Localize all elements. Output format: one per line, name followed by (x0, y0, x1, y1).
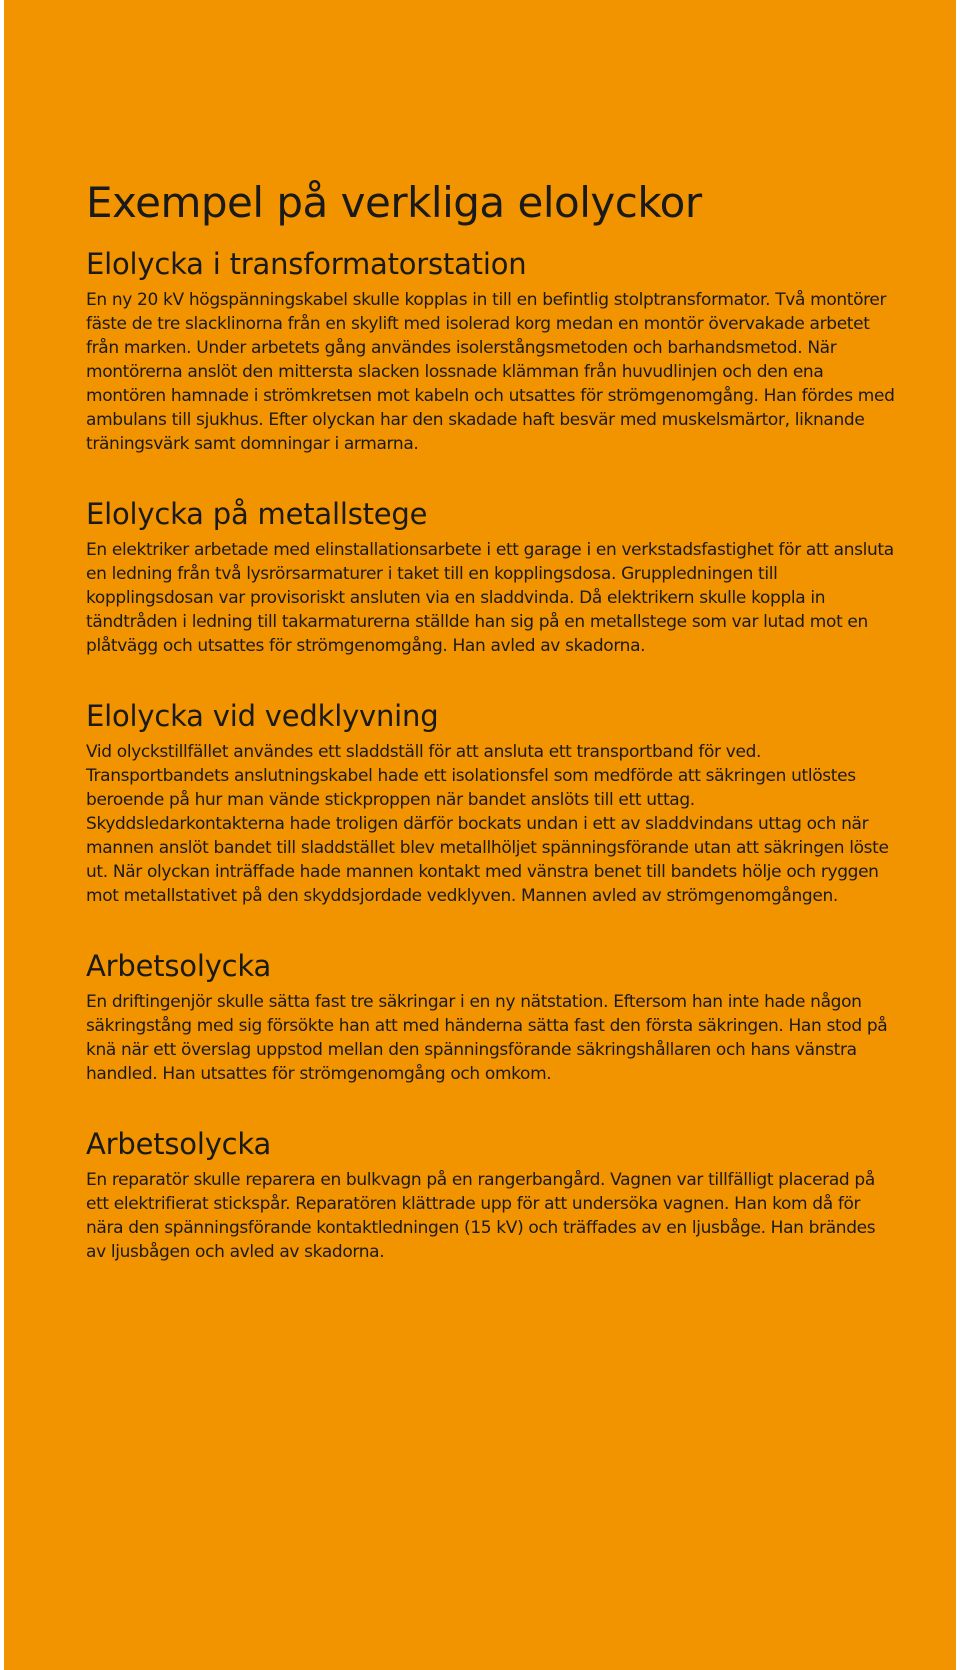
section-body: En elektriker arbetade med elinstallationsarbete i ett garage i en verkstadsfastighet för att ansluta en ledning från två lysrörsarmaturer i taket till en kopplingsdosa. Gruppledningen till kopplingsdosan var provisoriskt ansluten via en sladdvinda. Då elektrikern skulle koppla in tändtråden i ledning till takarmaturerna ställde han sig på en metallstege som var lutad mot en plåtvägg och utsattes för strömgenomgång. Han avled av skadorna. (86, 540, 894, 656)
section-metal-ladder (86, 496, 896, 658)
section-body: Vid olyckstillfället användes ett sladdställ för att ansluta ett transportband för ved. Transportbandets anslutningskabel hade ett isolationsfel som medförde att säkringen utlöstes beroende på hur man vände stickproppen när bandet anslöts till ett uttag. Skyddsledarkontakterna hade troligen därför bockats undan i ett av sladdvindans uttag och när mannen anslöt bandet till sladdstället blev metallhöljet spänningsförande utan att säkringen löste ut. När olyckan inträffade hade mannen kontakt med vänstra benet till bandets hölje och ryggen mot metallstativet på den skyddsjordade vedklyven. Mannen avled av strömgenomgången. (86, 742, 889, 906)
document-page (4, 0, 956, 1670)
section-heading: Arbetsolycka (86, 1127, 272, 1161)
section-body: En driftingenjör skulle sätta fast tre säkringar i en ny nätstation. Eftersom han inte hade någon säkringstång med sig försökte han att med händerna sätta fast den första säkringen. Han stod på knä när ett överslag uppstod mellan den spänningsförande säkringshållaren och hans vänstra handled. Han utsattes för strömgenomgång och omkom. (86, 992, 888, 1084)
section-heading: Elolycka i transformatorstation (86, 247, 527, 281)
section-work-accident-1 (86, 948, 896, 1086)
section-transformer-station (86, 246, 896, 456)
section-body: En reparatör skulle reparera en bulkvagn på en rangerbangård. Vagnen var tillfälligt placerad på ett elektrifierat stickspår. Reparatören klättrade upp för att undersöka vagnen. Han kom då för nära den spänningsförande kontaktledningen (15 kV) och träffades av en ljusbåge. Han brändes av ljusbågen och avled av skadorna. (86, 1170, 876, 1262)
page-title: Exempel på verkliga elolyckor (86, 178, 702, 227)
section-heading: Elolycka på metallstege (86, 497, 428, 531)
section-heading: Arbetsolycka (86, 949, 272, 983)
document-content (86, 178, 896, 1304)
section-wood-splitting (86, 698, 896, 908)
section-work-accident-2 (86, 1126, 896, 1264)
section-body: En ny 20 kV högspänningskabel skulle kopplas in till en befintlig stolptransformator. Två montörer fäste de tre slacklinorna från en skylift med isolerad korg medan en montör övervakade arbetet från marken. Under arbetets gång användes isolerstångsmetoden och barhandsmetod. När montörerna anslöt den mittersta slacken lossnade klämman från huvudlinjen och den ena montören hamnade i strömkretsen mot kabeln och utsattes för strömgenomgång. Han fördes med ambulans till sjukhus. Efter olyckan har den skadade haft besvär med muskelsmärtor, liknande träningsvärk samt domningar i armarna. (86, 290, 895, 454)
section-heading: Elolycka vid vedklyvning (86, 699, 439, 733)
